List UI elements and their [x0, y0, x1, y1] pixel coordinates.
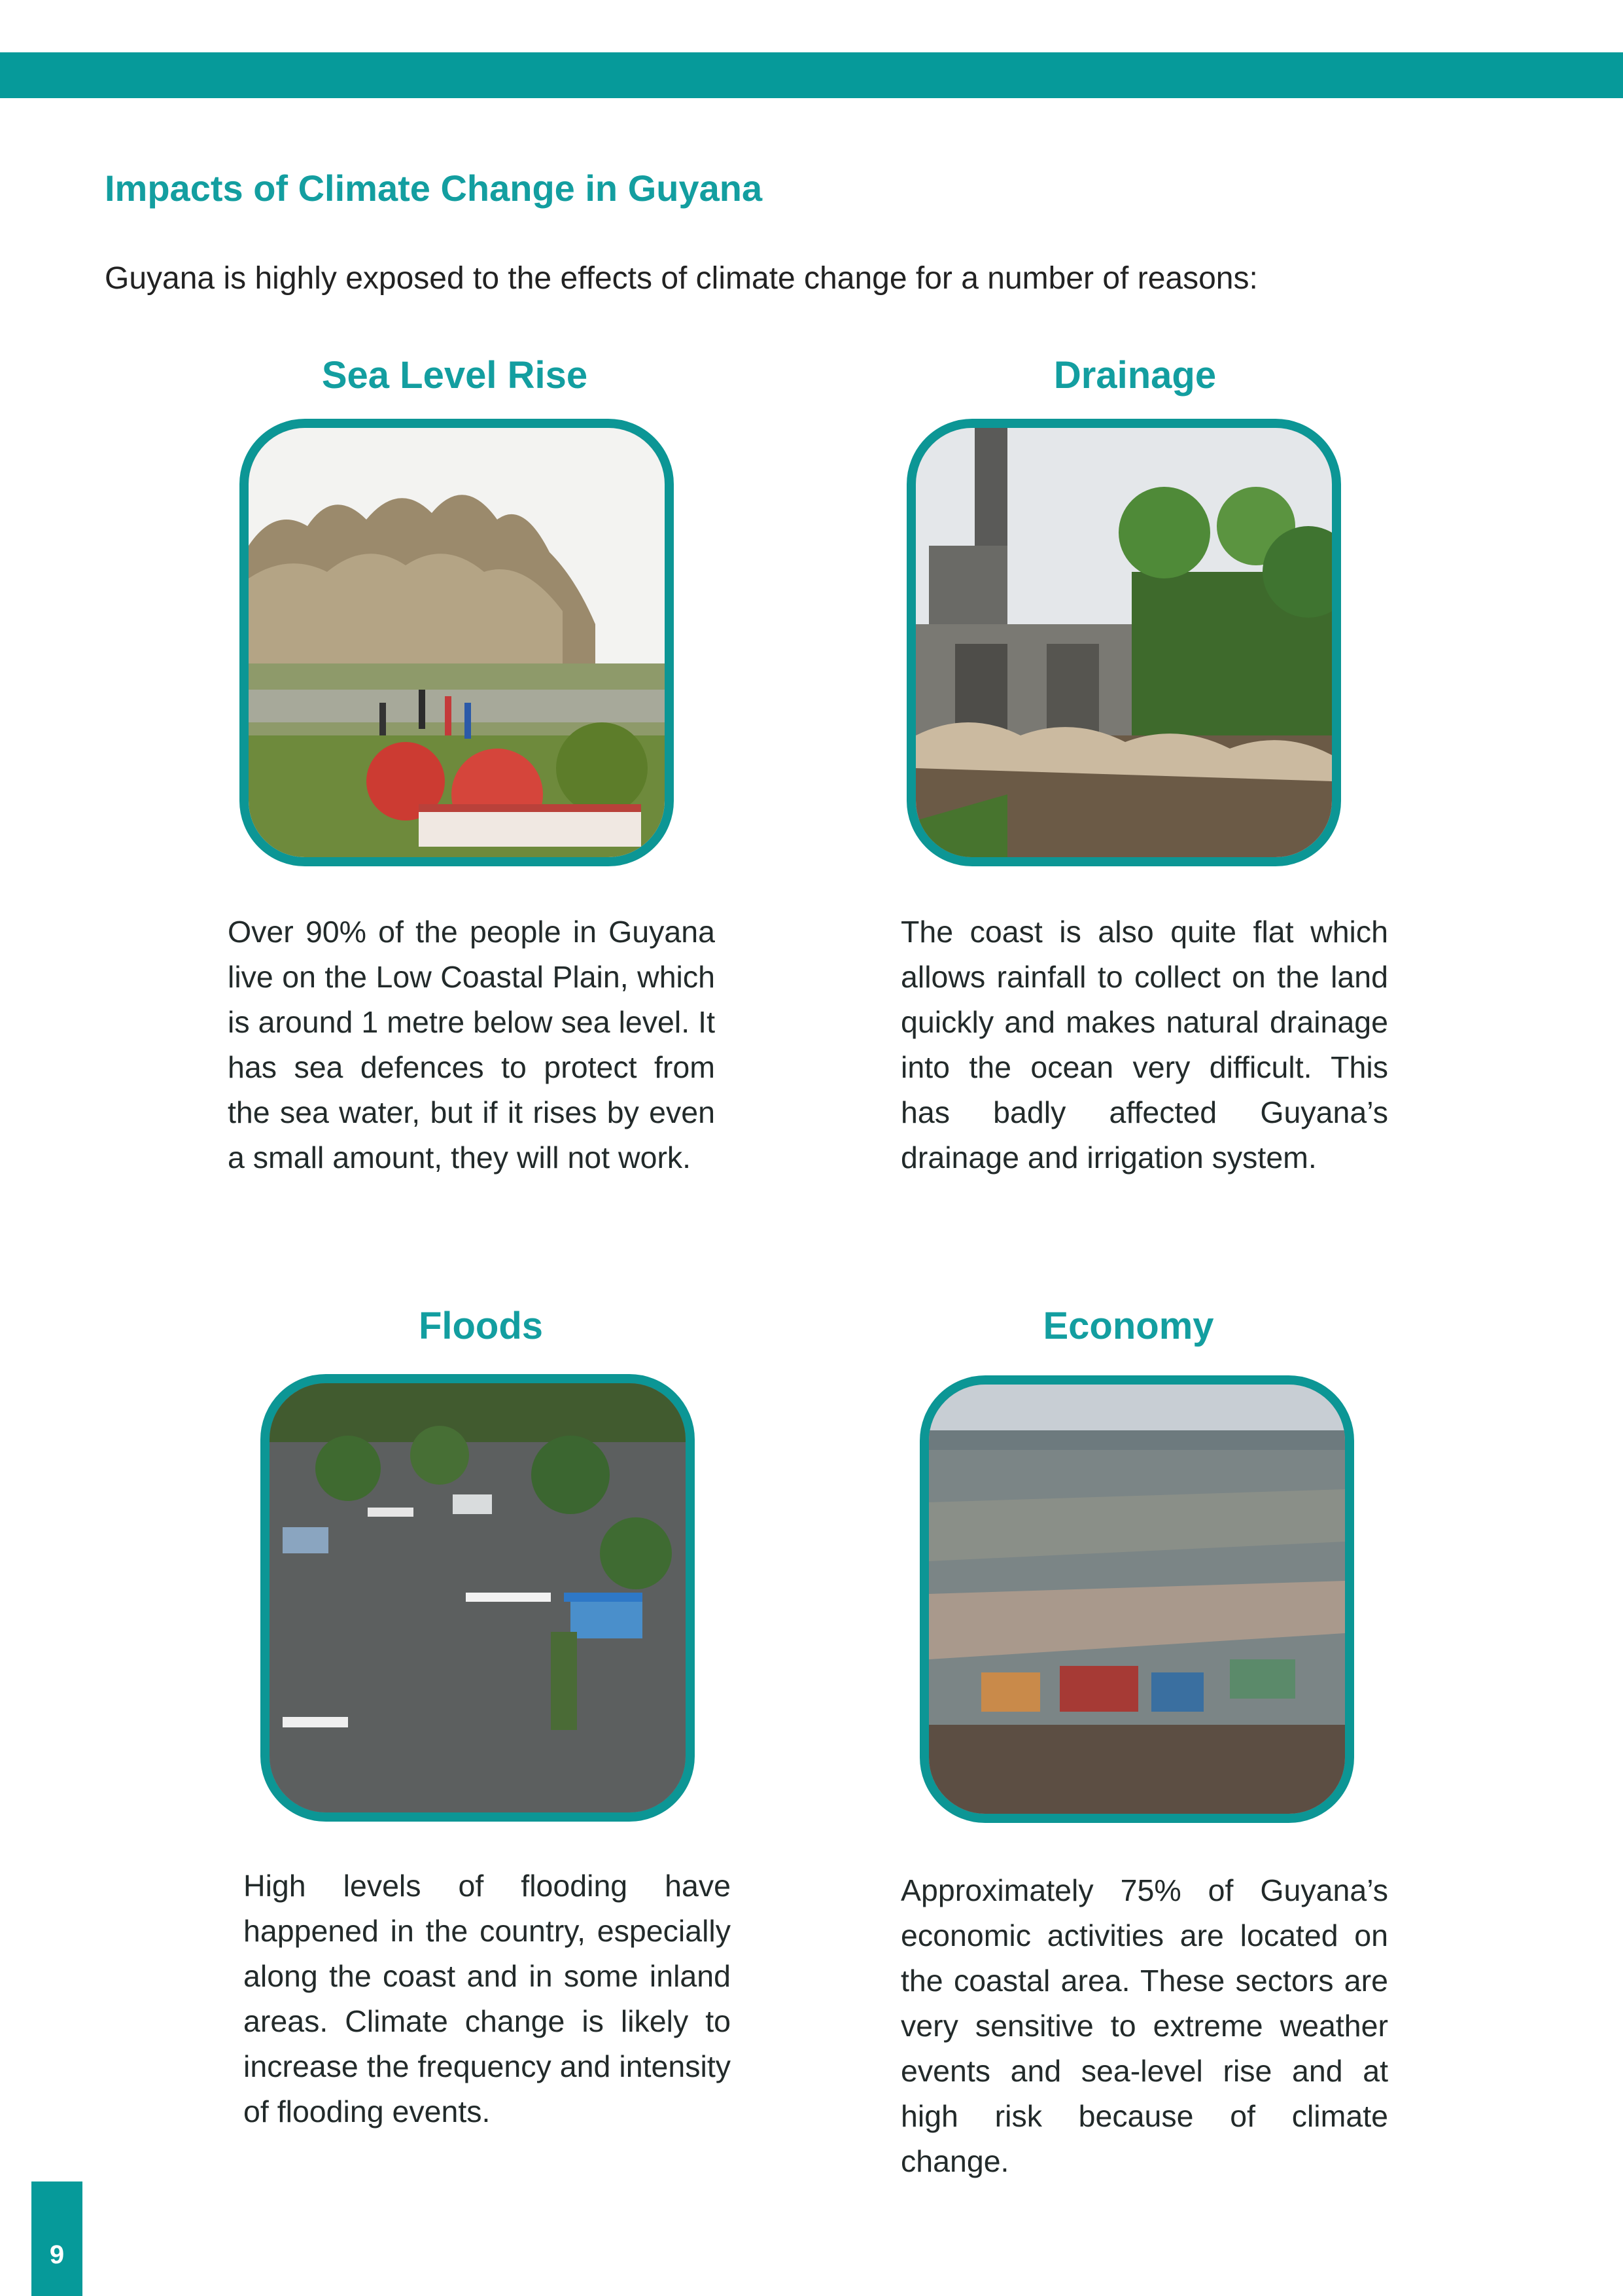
floods-photo: [260, 1374, 695, 1822]
page-number-tab: [31, 2181, 82, 2296]
intro-paragraph: Guyana is highly exposed to the effects of climate change for a number of reasons:: [105, 261, 1258, 296]
header-accent-bar: [0, 52, 1623, 98]
sea-level-rise-photo: [239, 419, 674, 866]
card-heading-sea-level-rise: Sea Level Rise: [321, 354, 588, 397]
page-number: 9: [49, 2240, 65, 2269]
economy-photo: [920, 1375, 1354, 1823]
card-heading-economy: Economy: [1043, 1305, 1214, 1347]
card-text-economy: Approximately 75% of Guyana’s economic activities are located on the coastal area. These sectors are very sensitive to extreme weather events and sea-level rise and at high risk because of climate change.: [901, 1873, 1388, 2178]
drainage-photo: [907, 419, 1341, 866]
page-title: Impacts of Climate Change in Guyana: [105, 168, 763, 209]
card-text-drainage: The coast is also quite flat which allows rainfall to collect on the land quickly and makes natural drainage into the ocean very difficult. This has badly affected Guyana’s drainage and irrigation system.: [901, 915, 1388, 1174]
card-text-sea-level-rise: Over 90% of the people in Guyana live on the Low Coastal Plain, which is around 1 metre below sea level. It has sea defences to protect from the sea water, but if it rises by even a small amount, they will not work.: [228, 915, 715, 1174]
card-heading-floods: Floods: [418, 1305, 544, 1347]
card-heading-drainage: Drainage: [1053, 354, 1217, 397]
card-text-floods: High levels of flooding have happened in the country, especially along the coast and in some inland areas. Climate change is likely to increase the frequency and intensity of flooding events.: [243, 1869, 731, 2128]
